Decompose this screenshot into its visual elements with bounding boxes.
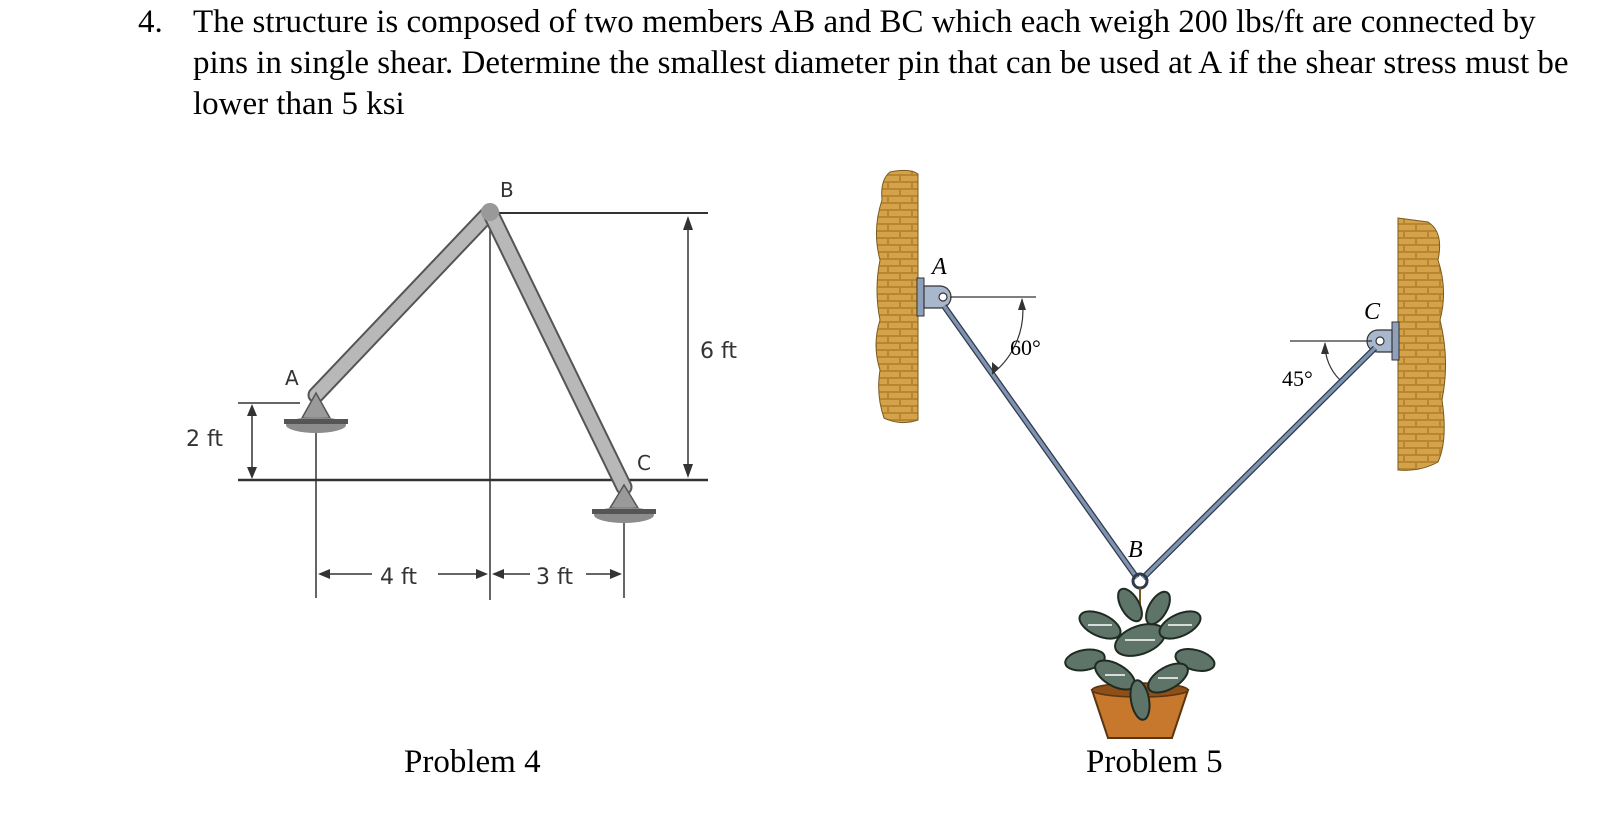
label-a: A (285, 366, 299, 390)
problem-text: The structure is composed of two members AB and BC which each weigh 200 lbs/ft are connected by pins in single shear. Determine the smallest diameter pin that can be used at A if the shear stress must be lower than 5 ksi (193, 4, 1569, 122)
caption-problem5: Problem 5 (1086, 744, 1223, 780)
support-c (592, 485, 656, 523)
angle-60: 60° (1010, 335, 1041, 360)
label-c: C (1364, 299, 1381, 325)
dim-6ft: 6 ft (700, 339, 737, 364)
label-b: B (1128, 537, 1143, 563)
label-c: C (637, 451, 651, 475)
dim-2ft: 2 ft (186, 427, 223, 452)
label-a: A (932, 254, 947, 280)
right-wall (1398, 218, 1446, 470)
problem-number: 4. (138, 4, 163, 40)
support-a (284, 393, 348, 433)
problem5-figure (876, 170, 1446, 738)
angle-45: 45° (1282, 366, 1313, 391)
label-b: B (500, 178, 514, 202)
caption-problem4: Problem 4 (404, 744, 541, 780)
dim-3ft: 3 ft (536, 565, 573, 590)
dim-4ft: 4 ft (380, 565, 417, 590)
problem4-figure (186, 178, 737, 600)
hanging-plant (1064, 585, 1217, 738)
left-wall (876, 170, 918, 422)
